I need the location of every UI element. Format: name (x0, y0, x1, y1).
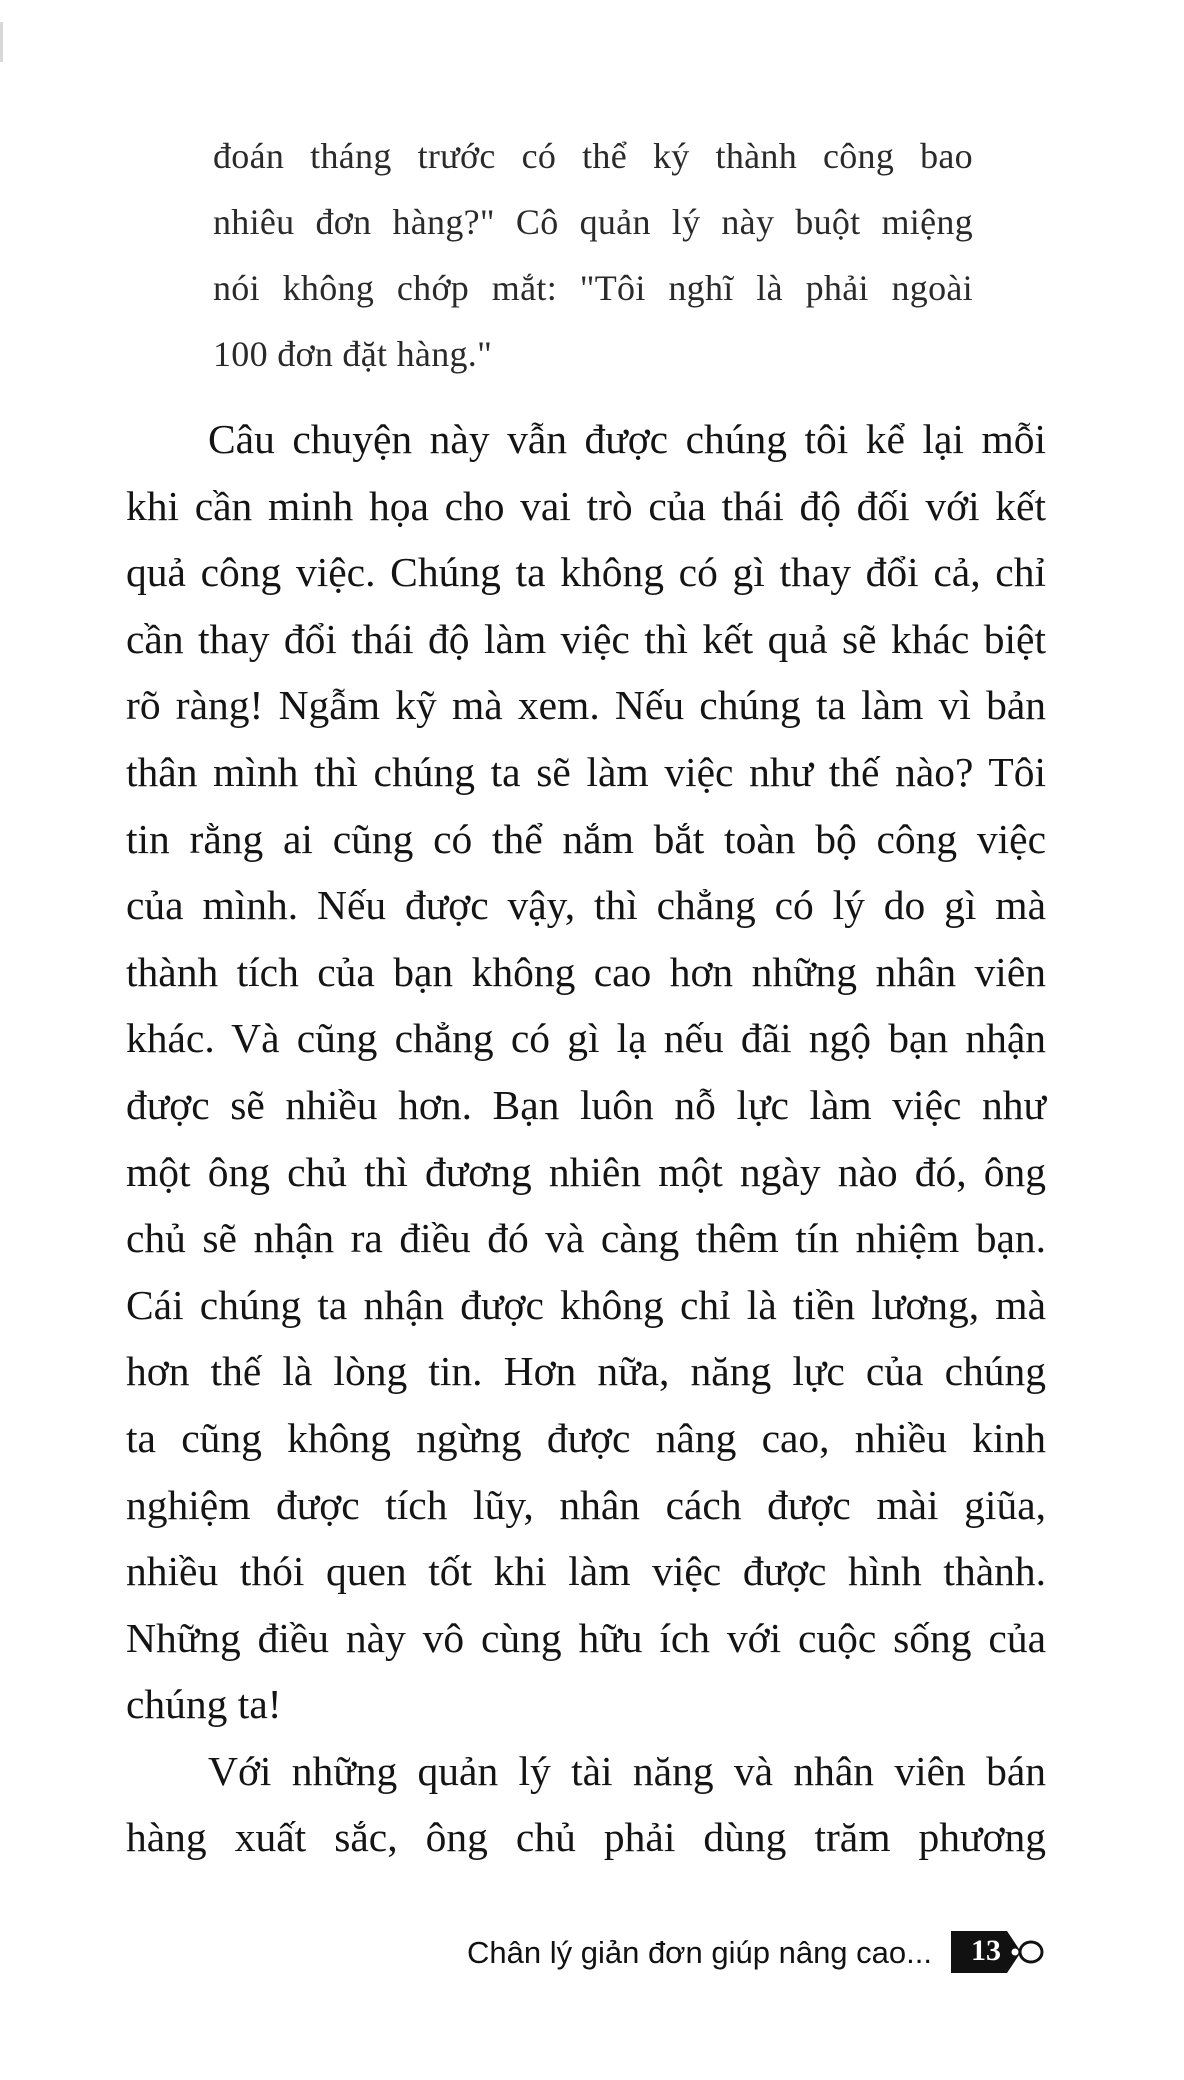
body-line: rõ ràng! Ngẫm kỹ mà xem. Nếu chúng ta làm vì bản (126, 682, 1046, 729)
body-line: Với những quản lý tài năng và nhân viên bán (208, 1747, 1046, 1794)
body-line: Cái chúng ta nhận được không chỉ là tiền lương, mà (126, 1281, 1046, 1328)
page-footer (0, 1925, 1184, 1985)
body-line: khác. Và cũng chẳng có gì lạ nếu đãi ngộ bạn nhận (126, 1015, 1046, 1062)
body-line: được sẽ nhiều hơn. Bạn luôn nỗ lực làm việc như (126, 1081, 1046, 1128)
body-line: quả công việc. Chúng ta không có gì thay đổi cả, chỉ (126, 549, 1046, 596)
page-number-badge (951, 1929, 1045, 1975)
body-line: ta cũng không ngừng được nâng cao, nhiều kinh (126, 1414, 1046, 1461)
body-line: chủ sẽ nhận ra điều đó và càng thêm tín nhiệm bạn. (126, 1215, 1046, 1262)
running-title: Chân lý giản đơn giúp nâng cao... (467, 1935, 932, 1970)
body-line: Những điều này vô cùng hữu ích với cuộc sống của (126, 1614, 1046, 1661)
body-line: chúng ta! (126, 1681, 282, 1728)
body-line: Câu chuyện này vẫn được chúng tôi kể lại mỗi (208, 416, 1046, 462)
body-text-block (126, 406, 1046, 1871)
body-line: của mình. Nếu được vậy, thì chẳng có lý do gì mà (126, 882, 1046, 929)
quote-line: nói không chớp mắt: "Tôi nghĩ là phải ngoài (213, 268, 973, 308)
body-line: hàng xuất sắc, ông chủ phải dùng trăm phương (126, 1814, 1046, 1861)
body-line: nghiệm được tích lũy, nhân cách được mài giũa, (126, 1481, 1046, 1528)
body-line: nhiều thói quen tốt khi làm việc được hình thành. (126, 1548, 1046, 1595)
body-line: khi cần minh họa cho vai trò của thái độ đối với kết (126, 482, 1046, 529)
scan-edge-mark (0, 22, 3, 62)
page-number: 13 (971, 1934, 1001, 1967)
body-line: tin rằng ai cũng có thể nắm bắt toàn bộ công việc (126, 815, 1046, 862)
quote-line: nhiêu đơn hàng?" Cô quản lý này buột miệng (213, 202, 973, 242)
quote-line: 100 đơn đặt hàng." (213, 334, 493, 374)
body-line: thân mình thì chúng ta sẽ làm việc như thế nào? Tôi (126, 748, 1046, 795)
body-line: hơn thế là lòng tin. Hơn nữa, năng lực của chúng (126, 1348, 1046, 1395)
quote-line: đoán tháng trước có thể ký thành công bao (213, 136, 973, 176)
indented-quote-block (213, 123, 973, 387)
body-line: thành tích của bạn không cao hơn những nhân viên (126, 948, 1046, 995)
body-line: cần thay đổi thái độ làm việc thì kết quả sẽ khác biệt (126, 615, 1046, 662)
body-line: một ông chủ thì đương nhiên một ngày nào đó, ông (126, 1148, 1046, 1195)
